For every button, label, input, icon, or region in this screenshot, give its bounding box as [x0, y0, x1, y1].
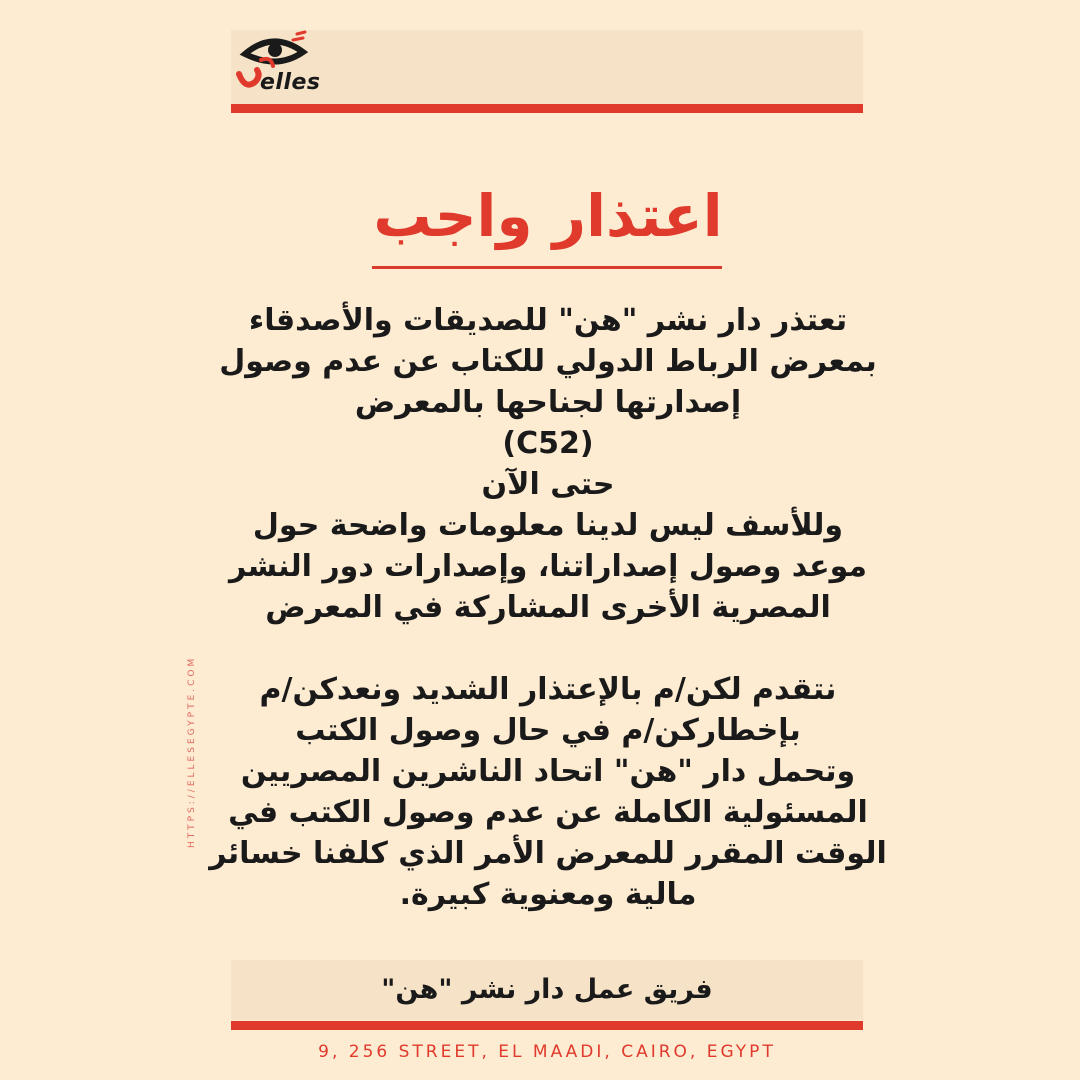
- signature: فريق عمل دار نشر "هن": [381, 974, 713, 1005]
- body-line: تعتذر دار نشر "هن" للصديقات والأصدقاء: [248, 303, 848, 338]
- paragraph-gap: [180, 628, 916, 669]
- body-line: (C52): [502, 426, 594, 461]
- body-line: المصرية الأخرى المشاركة في المعرض: [265, 590, 831, 625]
- body-line: إصدارتها لجناحها بالمعرض: [354, 385, 742, 420]
- footer-divider: [231, 1021, 863, 1030]
- apology-body: [180, 300, 916, 915]
- body-line: حتى الآن: [481, 467, 615, 502]
- body-line: وتحمل دار "هن" اتحاد الناشرين المصريين: [240, 754, 856, 789]
- header-divider: [231, 104, 863, 113]
- eye-pupil-icon: [268, 43, 282, 57]
- logo-text: elles: [260, 70, 321, 95]
- title-underline: [372, 266, 722, 269]
- website-url: HTTPS://ELLESEGYPTE.COM: [187, 655, 197, 849]
- body-line: موعد وصول إصداراتنا، وإصدارات دور النشر: [228, 549, 868, 584]
- body-line: نتقدم لكن/م بالإعتذار الشديد ونعدكن/م: [259, 672, 837, 707]
- body-line: الوقت المقرر للمعرض الأمر الذي كلفنا خسائر: [209, 836, 887, 871]
- body-line: وللأسف ليس لدينا معلومات واضحة حول: [252, 508, 844, 543]
- body-line: مالية ومعنوية كبيرة.: [399, 877, 697, 912]
- address: 9, 256 STREET, EL MAADI, CAIRO, EGYPT: [318, 1042, 776, 1062]
- body-line: المسئولية الكاملة عن عدم وصول الكتب في: [228, 795, 868, 830]
- body-line: بمعرض الرباط الدولي للكتاب عن عدم وصول: [219, 344, 877, 379]
- page-title: اعتذار واجب: [373, 182, 723, 250]
- body-line: بإخطاركن/م في حال وصول الكتب: [295, 713, 801, 748]
